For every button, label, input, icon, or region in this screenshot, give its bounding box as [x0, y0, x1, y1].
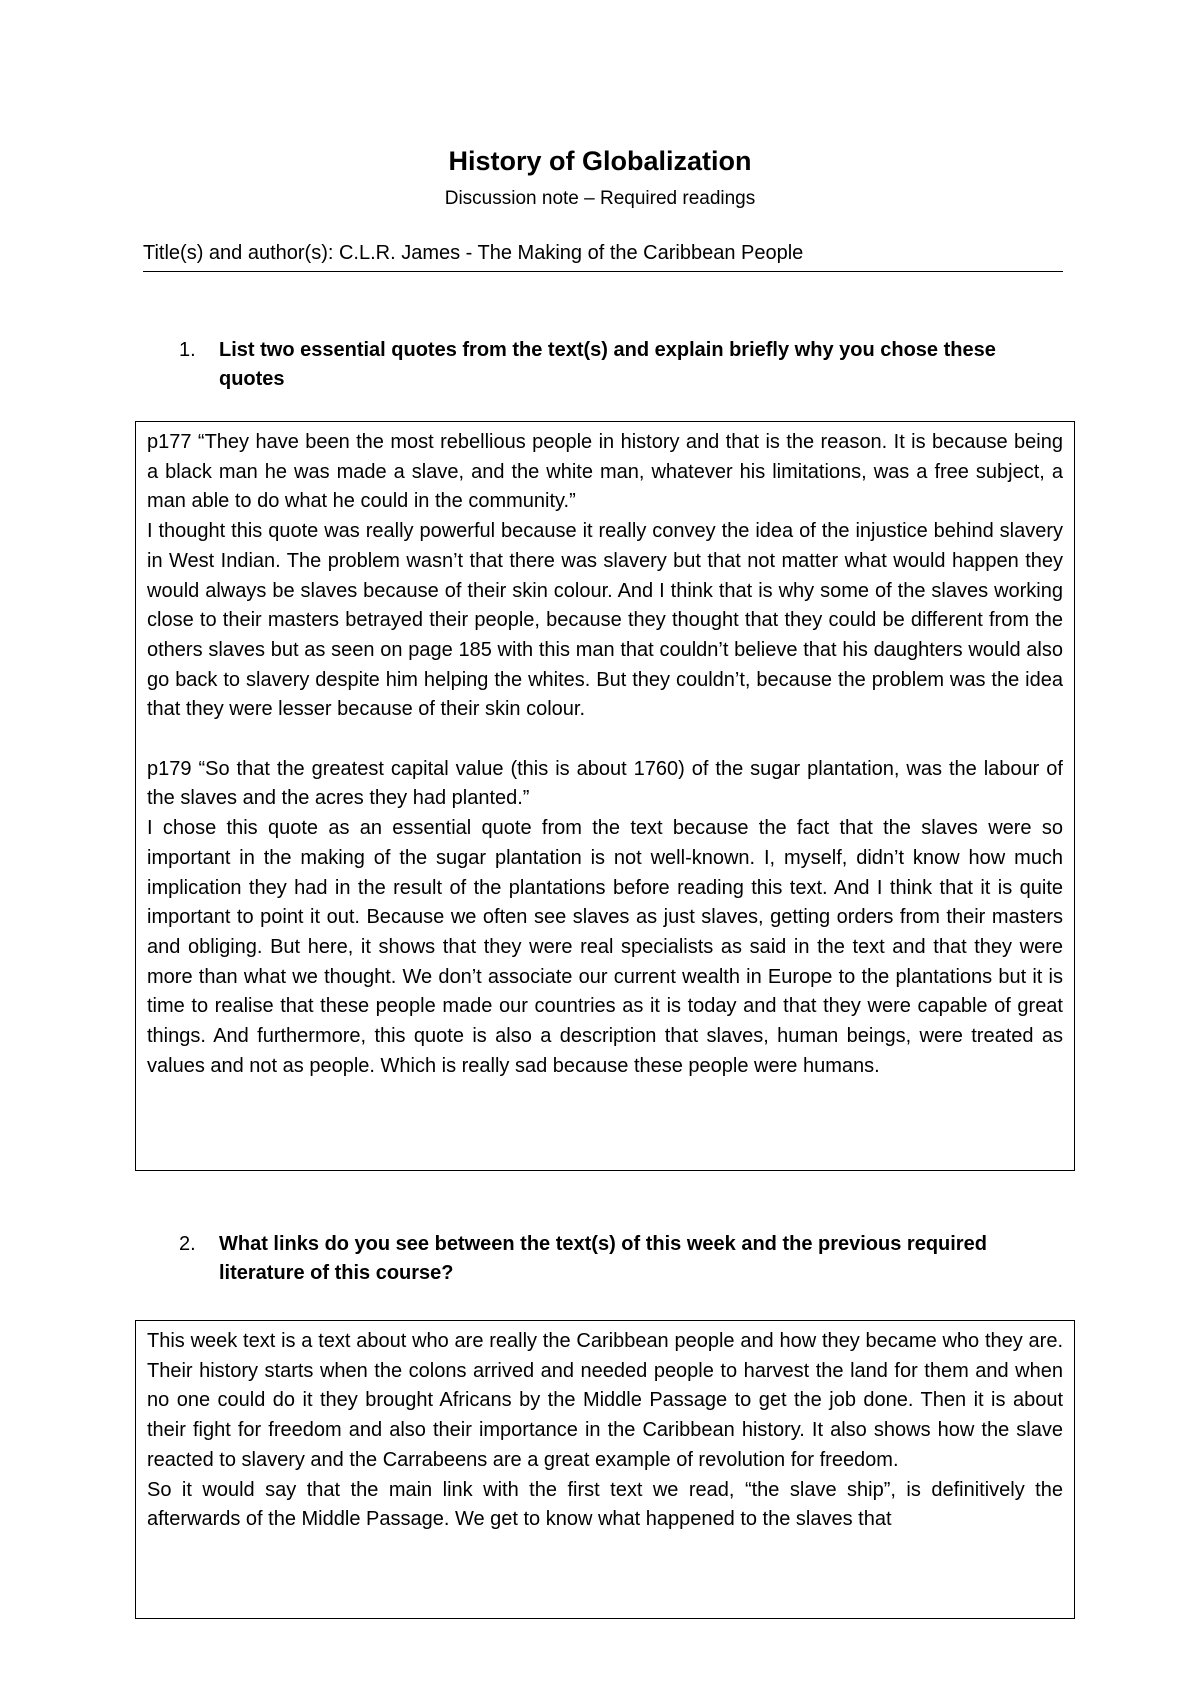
question-1-text: List two essential quotes from the text(s) and explain briefly why you chose these quotes: [219, 339, 996, 390]
title-author-line: Title(s) and author(s): C.L.R. James - The Making of the Caribbean People: [143, 242, 1063, 272]
question-1: [143, 336, 1063, 394]
document-subtitle: Discussion note – Required readings: [444, 188, 756, 209]
answer-box-1: [135, 421, 1075, 1171]
answer-2-paragraph-1: This week text is a text about who are really the Caribbean people and how they became who they are. Their history starts when the colons arrived and needed people to harvest the land for them and when no one could do it they brought Africans by the Middle Passage to get the job done. Then it is about their fight for freedom and also their importance in the Caribbean history. It also shows how the slave reacted to slavery and the Carrabeens are a great example of revolution for freedom.: [147, 1330, 1063, 1471]
answer-1-quote-2: p179 “So that the greatest capital value (this is about 1760) of the sugar plantation, was the labour of the slaves and the acres they had planted.”: [147, 757, 1063, 810]
question-2: [143, 1230, 1063, 1288]
answer-1-quote-1: p177 “They have been the most rebellious people in history and that is the reason. It is because being a black man he was made a slave, and the white man, whatever his limitations, was a free subject, a man able to do what he could in the community.”: [147, 431, 1063, 513]
answer-1-explanation-1: I thought this quote was really powerful because it really convey the idea of the injustice behind slavery in West Indian. The problem wasn’t that there was slavery but that not matter what would happen they would always be slaves because of their skin colour. And I think that is why some of the slaves working close to their masters betrayed their people, because they thought that they could be different from the others slaves but as seen on page 185 with this man that couldn’t believe that his daughters would also go back to slavery despite him helping the whites. But they couldn’t, because the problem was the idea that they were lesser because of their skin colour.: [147, 520, 1063, 721]
question-2-number: 2.: [179, 1233, 196, 1255]
answer-1-explanation-2: I chose this quote as an essential quote from the text because the fact that the slaves were so important in the making of the sugar plantation is not well-known. I, myself, didn’t know how much implication they had in the result of the plantations before reading this text. And I think that it is quite important to point it out. Because we often see slaves as just slaves, getting orders from their masters and obliging. But here, it shows that they were real specialists as said in the text and that they were more than what we thought. We don’t associate our current wealth in Europe to the plantations but it is time to realise that these people made our countries as it is today and that they were capable of great things. And furthermore, this quote is also a description that slaves, human beings, were treated as values and not as people. Which is really sad because these people were humans.: [147, 817, 1063, 1077]
question-1-number: 1.: [179, 339, 196, 361]
document-title: History of Globalization: [448, 146, 752, 176]
question-2-text: What links do you see between the text(s) of this week and the previous required literature of this course?: [219, 1233, 987, 1284]
answer-box-2: [135, 1320, 1075, 1619]
answer-2-paragraph-2: So it would say that the main link with the first text we read, “the slave ship”, is definitively the afterwards of the Middle Passage. We get to know what happened to the slaves that: [147, 1478, 1063, 1531]
